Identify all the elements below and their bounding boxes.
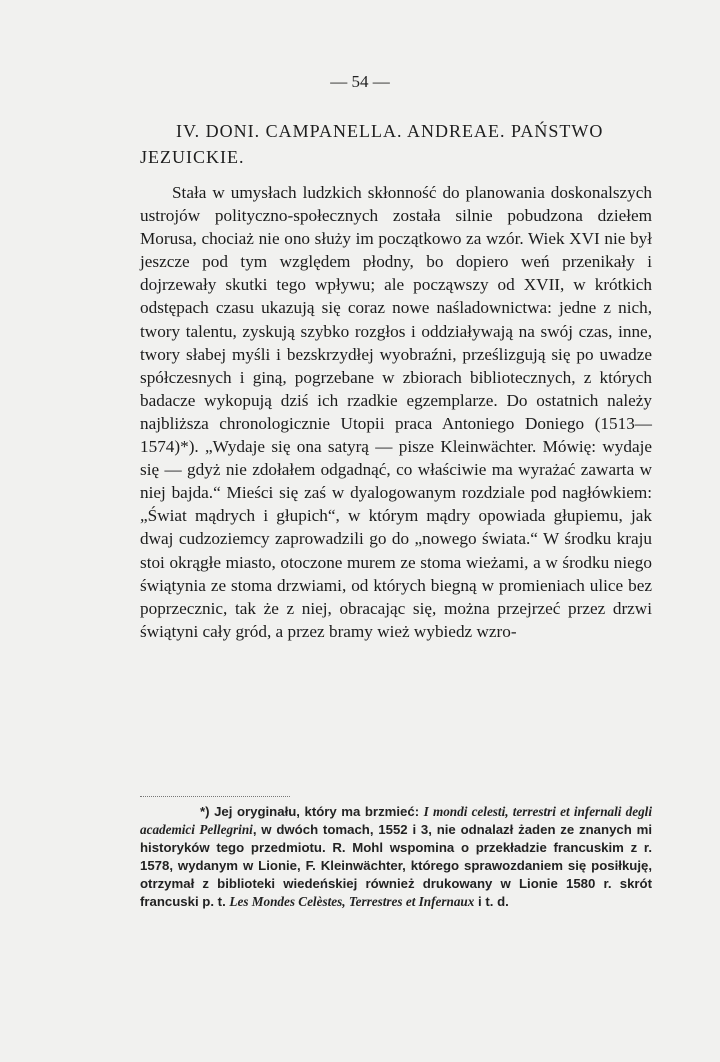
body-paragraph: Stała w umysłach ludzkich skłonność do planowania doskonalszych ustrojów polityczno-społecznych została silnie pobudzona dziełem Morusa, chociaż nie ono służy im początkowo za wzór. Wiek XVI nie był jeszcze pod tym względem płodny, bo dopiero weń przenikały i dojrzewały skutki tego wpływu; ale począwszy od XVII, w krótkich odstępach czasu ukazują się coraz nowe naśladownictwa: jedne z nich, twory talentu, zyskują szybko rozgłos i oddziaływają na swój czas, inne, twory słabej myśli i bezskrzydłej wyobraźni, prześlizgują się po uwadze spółczesnych i giną, pogrzebane w zbiorach bibliotecznych, z których badacze wykopują dziś ich rzadkie egzemplarze. Do ostatnich należy najbliższa chronologicznie Utopii praca Antoniego Doniego (1513—1574)*). „Wydaje się ona satyrą — pisze Kleinwächter. Mówię: wydaje się — gdyż nie zdołałem odgadnąć, co właściwie ma wyrażać zawarta w niej bajda.“ Mieści się zaś w dyalogowanym rozdziale pod nagłówkiem: „Świat mądrych i głupich“, w którym mądry opowiada głupiemu, jak dwaj cudzoziemcy zaprowadzili go do „nowego świata.“ W środku kraju stoi okrągłe miasto, otoczone murem ze stoma wieżami, a w środku niego świątynia ze stoma drzwiami, od których biegną w promieniach ulice bez poprzecznic, tak że z niej, obracając się, można przejrzeć przez drzwi świątyni cały gród, a przez bramy wież wybiedz wzro- [140,183,652,641]
footnote-text-2: , w dwóch tomach, 1552 i 3, nie odnalazł żaden ze znanych mi historyków tego przedmiotu. R. Mohl wspomina o przekładzie francuskim z r. 1578, wydanym w Lionie, F. Kleinwächter, którego sprawozdaniem się posiłkuję, otrzymał z biblioteki wiedeńskiej również drukowany w Lionie 1580 r. skrót francuski p. t. [140,821,652,909]
footnote-french-title: Les Mondes Celèstes, Terrestres et Infernaux [229,893,475,909]
footnote-italian-title: I mondi celesti, terrestri et infernali degli academici Pellegrini [140,804,652,837]
page-number: — 54 — [330,72,390,91]
footnote-divider [140,796,290,797]
footnote-text-3: i t. d. [474,893,509,909]
footnote-text-1: Jej oryginału, który ma brzmieć: [209,804,424,819]
chapter-title: IV. DONI. CAMPANELLA. ANDREAE. PAŃSTWO JEZUICKIE. [140,121,604,167]
footnote [140,803,652,910]
footnote-marker: *) [200,804,210,819]
